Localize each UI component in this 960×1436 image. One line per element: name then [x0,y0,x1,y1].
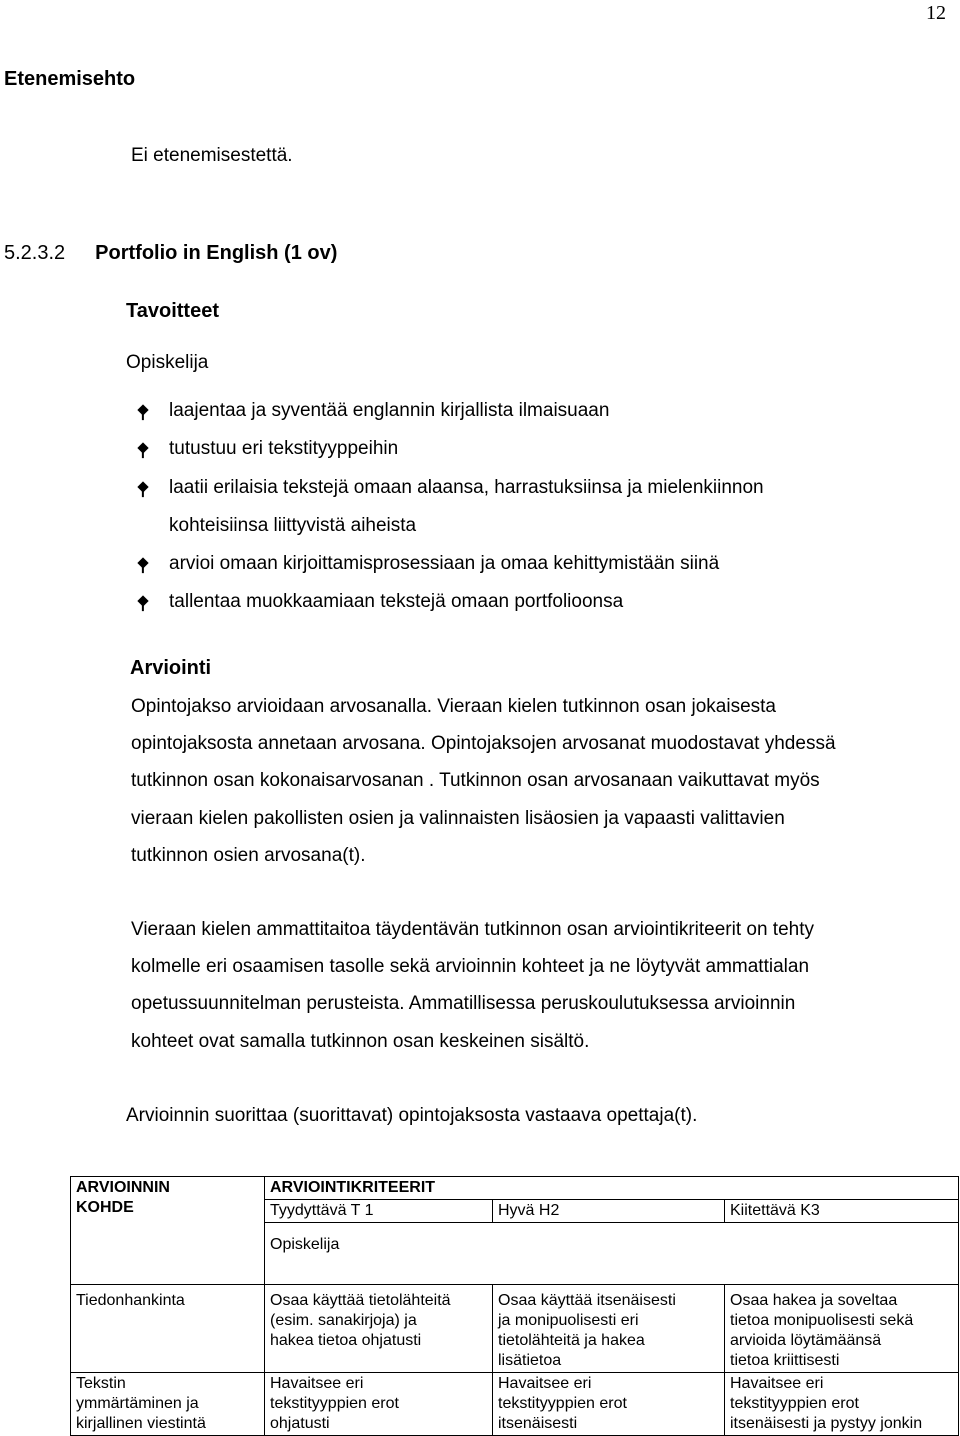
level-h2: Hyvä H2 [493,1200,725,1223]
h2-cell: Havaitsee eri tekstityyppien erot itsenäisesti [493,1373,725,1436]
diamond-bullet-icon [137,558,148,569]
page-number: 12 [926,2,946,24]
goals-subject: Opiskelija [126,352,209,373]
section-heading [4,242,337,265]
target-cell: Tekstin ymmärtäminen ja kirjallinen viestintä [71,1373,265,1436]
goal-item: tutustuu eri tekstityyppeihin [136,430,764,468]
level-t1: Tyydyttävä T 1 [265,1200,493,1223]
assessment-paragraph-3: Arvioinnin suorittaa (suorittavat) opintojaksosta vastaava opettaja(t). [126,1105,698,1126]
diamond-bullet-icon [137,481,148,492]
h2-cell: Osaa käyttää itsenäisesti ja monipuolisesti eri tietolähteitä ja hakea lisätietoa [493,1285,725,1373]
table-row [71,1285,959,1373]
section-title: Portfolio in English (1 ov) [95,242,338,264]
goal-item: laajentaa ja syventää englannin kirjallista ilmaisuaan [136,392,764,430]
prerequisite-text: Ei etenemisestettä. [131,145,293,166]
goal-item: tallentaa muokkaamiaan tekstejä omaan portfolioonsa [136,583,764,621]
k3-cell: Havaitsee eri tekstityyppien erot itsenäisesti ja pystyy jonkin [725,1373,959,1436]
diamond-bullet-icon [137,404,148,415]
k3-cell: Osaa hakea ja soveltaa tietoa monipuolisesti sekä arvioida löytämäänsä tietoa kriittisesti [725,1285,959,1373]
subject-cell: Opiskelija [265,1223,959,1285]
table-header-row [71,1177,959,1200]
goal-item: arvioi omaan kirjoittamisprosessiaan ja omaa kehittymistään siinä [136,545,764,583]
section-number: 5.2.3.2 [4,242,66,264]
criteria-header-cell: ARVIOINTIKRITEERIT [265,1177,959,1200]
prerequisite-heading: Etenemisehto [4,68,136,90]
target-cell: Tiedonhankinta [71,1285,265,1373]
t1-cell: Havaitsee eri tekstityyppien erot ohjatusti [265,1373,493,1436]
diamond-bullet-icon [137,443,148,454]
goal-item: laatii erilaisia tekstejä omaan alaansa, harrastuksiinsa ja mielenkiinnon kohteisiinsa liittyvistä aiheista [136,469,764,546]
target-header-cell: ARVIOINNIN KOHDE [71,1177,265,1285]
t1-cell: Osaa käyttää tietolähteitä (esim. sanakirjoja) ja hakea tietoa ohjatusti [265,1285,493,1373]
level-k3: Kiitettävä K3 [725,1200,959,1223]
criteria-table [70,1176,959,1436]
diamond-bullet-icon [137,596,148,607]
table-row [71,1373,959,1436]
goals-heading: Tavoitteet [126,300,219,322]
assessment-paragraph-1: Opintojakso arvioidaan arvosanalla. Vieraan kielen tutkinnon osan jokaisesta opintojaksosta annetaan arvosana. Opintojaksojen arvosanat muodostavat yhdessä tutkinnon osan kokonaisarvosanan . Tutkinnon osan arvosanaan vaikuttavat myös vieraan kielen pakollisten osien ja valinnaisten lisäosien ja vapaasti valittavien tutkinnon osien arvosana(t). [131,696,836,866]
assessment-heading: Arviointi [130,657,212,679]
assessment-paragraph-2: Vieraan kielen ammattitaitoa täydentävän tutkinnon osan arviointikriteerit on tehty kolmelle eri osaamisen tasolle sekä arvioinnin kohteet ja ne löytyvät ammattialan opetussuunnitelman perusteista. Ammatillisessa peruskoulutuksessa arvioinnin kohteet ovat samalla tutkinnon osan keskeinen sisältö. [131,919,814,1052]
goals-list [136,392,764,622]
